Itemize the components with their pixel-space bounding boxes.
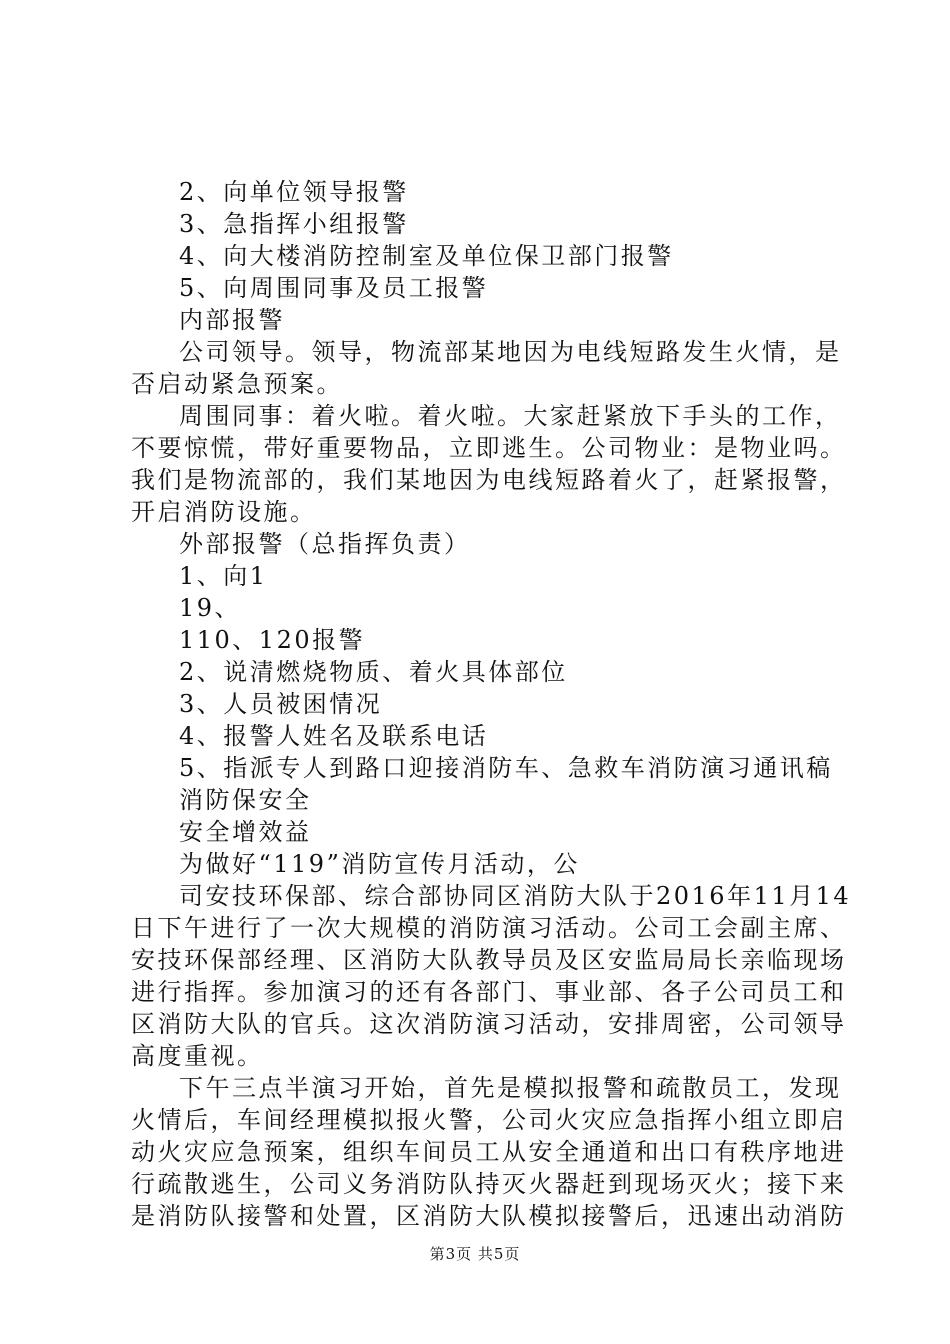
text-line: 3、人员被困情况 — [179, 690, 383, 718]
article-subtitle: 安全增效益 — [179, 818, 312, 846]
text-line: 为做好“119”消防宣传月活动，公 — [179, 850, 580, 878]
text-line: 5、指派专人到路口迎接消防车、急救车消防演习通讯稿 — [179, 754, 833, 782]
text-line: 行疏散逃生，公司义务消防队持灭火器赶到现场灭火；接下来 — [131, 1170, 847, 1198]
article-title: 消防保安全 — [179, 786, 312, 814]
text-line: 下午三点半演习开始，首先是模拟报警和疏散员工，发现 — [179, 1074, 842, 1102]
text-line: 1、向1 — [179, 562, 268, 590]
text-line: 进行指挥。参加演习的还有各部门、事业部、各子公司员工和 — [131, 978, 847, 1006]
section-heading: 外部报警（总指挥负责） — [179, 530, 471, 558]
document-body — [131, 176, 852, 1232]
text-line: 司安技环保部、综合部协同区消防大队于2016年11月14 — [179, 882, 852, 910]
text-line: 是消防队接警和处置，区消防大队模拟接警后，迅速出动消防 — [131, 1202, 847, 1230]
text-line: 动火灾应急预案，组织车间员工从安全通道和出口有秩序地进 — [131, 1138, 847, 1166]
text-line: 日下午进行了一次大规模的消防演习活动。公司工会副主席、 — [131, 914, 847, 942]
text-line: 2、向单位领导报警 — [179, 178, 409, 206]
text-line: 2、说清燃烧物质、着火具体部位 — [179, 658, 568, 686]
text-line: 4、报警人姓名及联系电话 — [179, 722, 489, 750]
text-line: 5、向周围同事及员工报警 — [179, 274, 489, 302]
section-heading: 内部报警 — [179, 306, 285, 334]
text-line: 火情后，车间经理模拟报火警，公司火灾应急指挥小组立即启 — [131, 1106, 847, 1134]
text-line: 否启动紧急预案。 — [131, 370, 343, 398]
text-line: 19、 — [179, 594, 242, 622]
text-line: 区消防大队的官兵。这次消防演习活动，安排周密，公司领导 — [131, 1010, 847, 1038]
text-line: 4、向大楼消防控制室及单位保卫部门报警 — [179, 242, 674, 270]
text-line: 开启消防设施。 — [131, 498, 317, 526]
text-line: 高度重视。 — [131, 1042, 264, 1070]
page-number-footer: 第3页 共5页 — [429, 1245, 521, 1263]
text-line: 周围同事：着火啦。着火啦。大家赶紧放下手头的工作， — [179, 402, 842, 430]
text-line: 不要惊慌，带好重要物品，立即逃生。公司物业：是物业吗。 — [131, 434, 847, 462]
text-line: 3、急指挥小组报警 — [179, 210, 409, 238]
text-line: 我们是物流部的，我们某地因为电线短路着火了，赶紧报警， — [131, 466, 847, 494]
text-line: 公司领导。领导，物流部某地因为电线短路发生火情，是 — [179, 338, 842, 366]
text-line: 安技环保部经理、区消防大队教导员及区安监局局长亲临现场 — [131, 946, 847, 974]
text-line: 110、120报警 — [179, 626, 366, 654]
